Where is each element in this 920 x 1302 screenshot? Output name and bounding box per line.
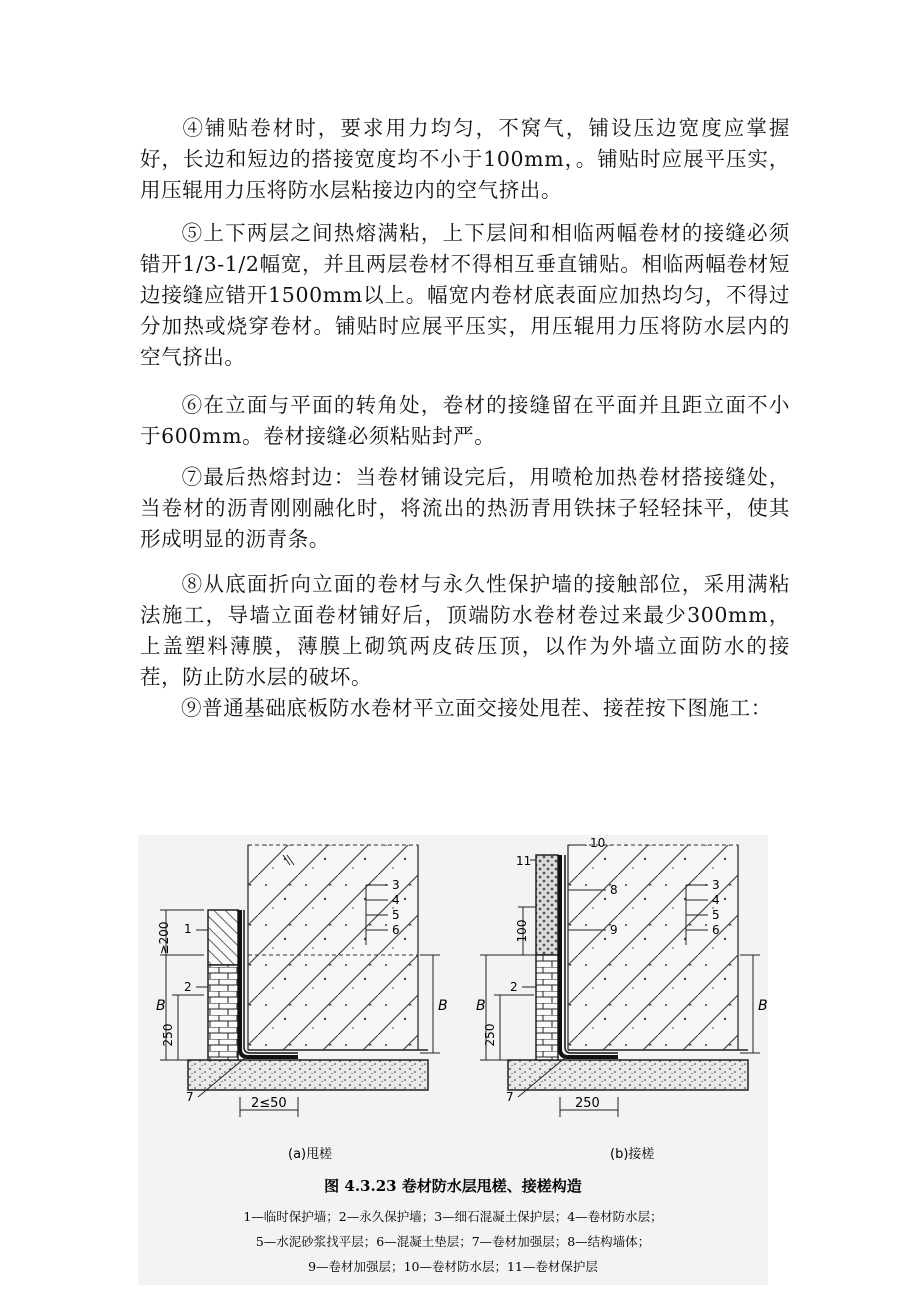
perm-wall-b [536, 955, 558, 1060]
label-1-a: 1 [184, 922, 192, 936]
label-5-a: 5 [392, 908, 400, 922]
diagram-a [156, 845, 448, 1162]
label-6-b: 6 [712, 923, 720, 937]
label-7-b: 7 [506, 1090, 514, 1104]
figure-drawing [138, 835, 768, 1285]
diagram-b [476, 836, 768, 1162]
paragraph-8: ⑧从底面折向立面的卷材与永久性保护墙的接触部位，采用满粘法施工，导墙立面卷材铺好后，顶端防水卷材卷过来最少300mm，上盖塑料薄膜，薄膜上砌筑两皮砖压顶，以作为外墙立面防水的接茬，防止防水层的破坏。 [140, 572, 790, 689]
dim-b-right-a: B [438, 998, 448, 1014]
dim-b-left-a: B [156, 998, 166, 1014]
label-7-a: 7 [186, 1090, 194, 1104]
label-8-b: 8 [610, 883, 618, 897]
label-2-b: 2 [510, 980, 518, 994]
legend-line-2: 5—水泥砂浆找平层；6—混凝土垫层；7—卷材加强层；8—结构墙体； [255, 1234, 651, 1249]
label-4-a: 4 [392, 893, 400, 907]
label-9-b: 9 [610, 923, 618, 937]
dim-100-b: 100 [515, 919, 529, 943]
paragraph-9: ⑨普通基础底板防水卷材平立面交接处甩茬、接茬按下图施工： [181, 696, 772, 720]
label-6-a: 6 [392, 923, 400, 937]
dim-bottom-b: 250 [575, 1096, 600, 1111]
caption-b: (b)接槎 [610, 1147, 655, 1162]
paragraph-7: ⑦最后热熔封边：当卷材铺设完后，用喷枪加热卷材搭接缝处，当卷材的沥青刚刚融化时，将流出的热沥青用铁抹子轻轻抹平，使其形成明显的沥青条。 [140, 465, 790, 551]
label-2-a: 2 [184, 980, 192, 994]
dim-250-a: 250 [161, 1023, 175, 1047]
label-5-b: 5 [712, 908, 720, 922]
caption-a: (a)甩槎 [288, 1147, 333, 1162]
label-3-a: 3 [392, 878, 400, 892]
figure-title: 图 4.3.23 卷材防水层甩槎、接槎构造 [324, 1177, 582, 1195]
structure-b [568, 845, 738, 1050]
label-3-b: 3 [712, 878, 720, 892]
protect-layer-b [536, 855, 558, 955]
paragraph-6: ⑥在立面与平面的转角处，卷材的接缝留在平面并且距立面不小于600mm。卷材接缝必须粘贴封严。 [140, 393, 790, 448]
perm-wall-a [208, 965, 238, 1060]
label-4-b: 4 [712, 893, 720, 907]
legend-line-1: 1—临时保护墙；2—永久保护墙；3—细石混凝土保护层；4—卷材防水层； [243, 1209, 663, 1224]
paragraph-4: ④铺贴卷材时，要求用力均匀，不窝气，铺设压边宽度应掌握好，长边和短边的搭接宽度均不小于100mm，。铺贴时应展平压实，用压辊用力压将防水层粘接边内的空气挤出。 [140, 116, 790, 202]
label-11-b: 11 [516, 854, 532, 868]
temp-wall-a [208, 910, 238, 965]
legend-line-3: 9—卷材加强层；10—卷材防水层；11—卷材保护层 [308, 1259, 598, 1274]
dim-b-right-b: B [758, 998, 768, 1014]
dim-b-left-b: B [476, 998, 486, 1014]
paragraph-5: ⑤上下两层之间热熔满粘，上下层间和相临两幅卷材的接缝必须错开1/3-1/2幅宽，并且两层卷材不得相互垂直铺贴。相临两幅卷材短边接缝应错开1500mm以上。幅宽内卷材底表面应加热均匀，不得过分加热或烧穿卷材。铺贴时应展平压实，用压辊用力压将防水层内的空气挤出。 [140, 221, 790, 369]
dim-bottom-a: 2≤50 [251, 1096, 287, 1111]
construction-figure [138, 835, 768, 1285]
label-10-b: 10 [590, 836, 606, 850]
dim-top-a: ≥200 [157, 921, 171, 955]
dim-250-b: 250 [483, 1023, 497, 1047]
